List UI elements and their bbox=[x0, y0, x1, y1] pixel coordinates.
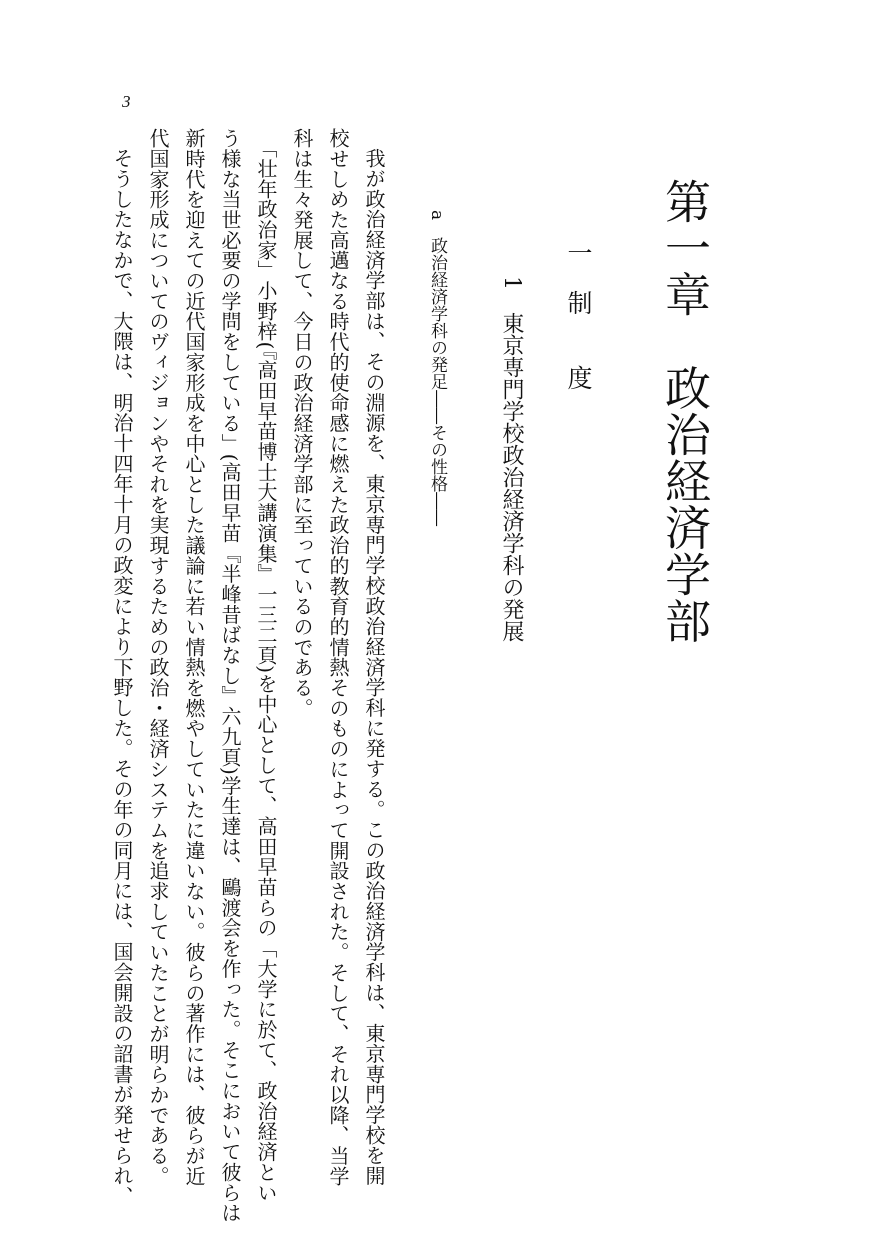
body-line: そうしたなかで、大隈は、明治十四年十月の政変により下野した。その年の同月には、国会開設の詔書が発せられ、 bbox=[110, 148, 134, 1207]
body-line: 我が政治経済学部は、その淵源を、東京専門学校政治経済学科に発する。この政治経済学科は、東京専門学校を開 bbox=[362, 148, 386, 1186]
page-number: 3 bbox=[122, 92, 131, 111]
subsubsection-title: a 政治経済学科の発足――その性格―― bbox=[427, 210, 447, 527]
section-title: 一 制 度 bbox=[564, 240, 593, 390]
body-line: 新時代を迎えての近代国家形成を中心とした議論に若い情熱を燃やしていたに違いない。彼らの著作には、彼らが近 bbox=[182, 128, 206, 1187]
body-line: 「壮年政治家」小野梓(『高田早苗博士大講演集』一三二頁)を中心として、高田早苗らの「大学に於て、政治経済とい bbox=[254, 138, 278, 1203]
body-line: 校せしめた高邁なる時代的使命感に燃えた政治的教育的情熱そのものによって開設された。そして、それ以降、当学 bbox=[326, 128, 350, 1187]
body-line: 代国家形成についてのヴィジョンやそれを実現するための政治・経済システムを追求していたことが明らかである。 bbox=[146, 128, 170, 1187]
chapter-title: 第一章 政治経済学部 bbox=[658, 178, 712, 644]
body-line: う様な当世必要の学問をしている」(高田早苗『半峰昔ばなし』六九頁)学生達は、鷗渡会を作った。そこにおいて彼らは bbox=[218, 128, 242, 1223]
body-line: 科は生々発展して、今日の政治経済学部に至っているのである。 bbox=[290, 128, 314, 719]
subsection-title: 1 東京専門学校政治経済学科の発展 bbox=[499, 276, 524, 642]
